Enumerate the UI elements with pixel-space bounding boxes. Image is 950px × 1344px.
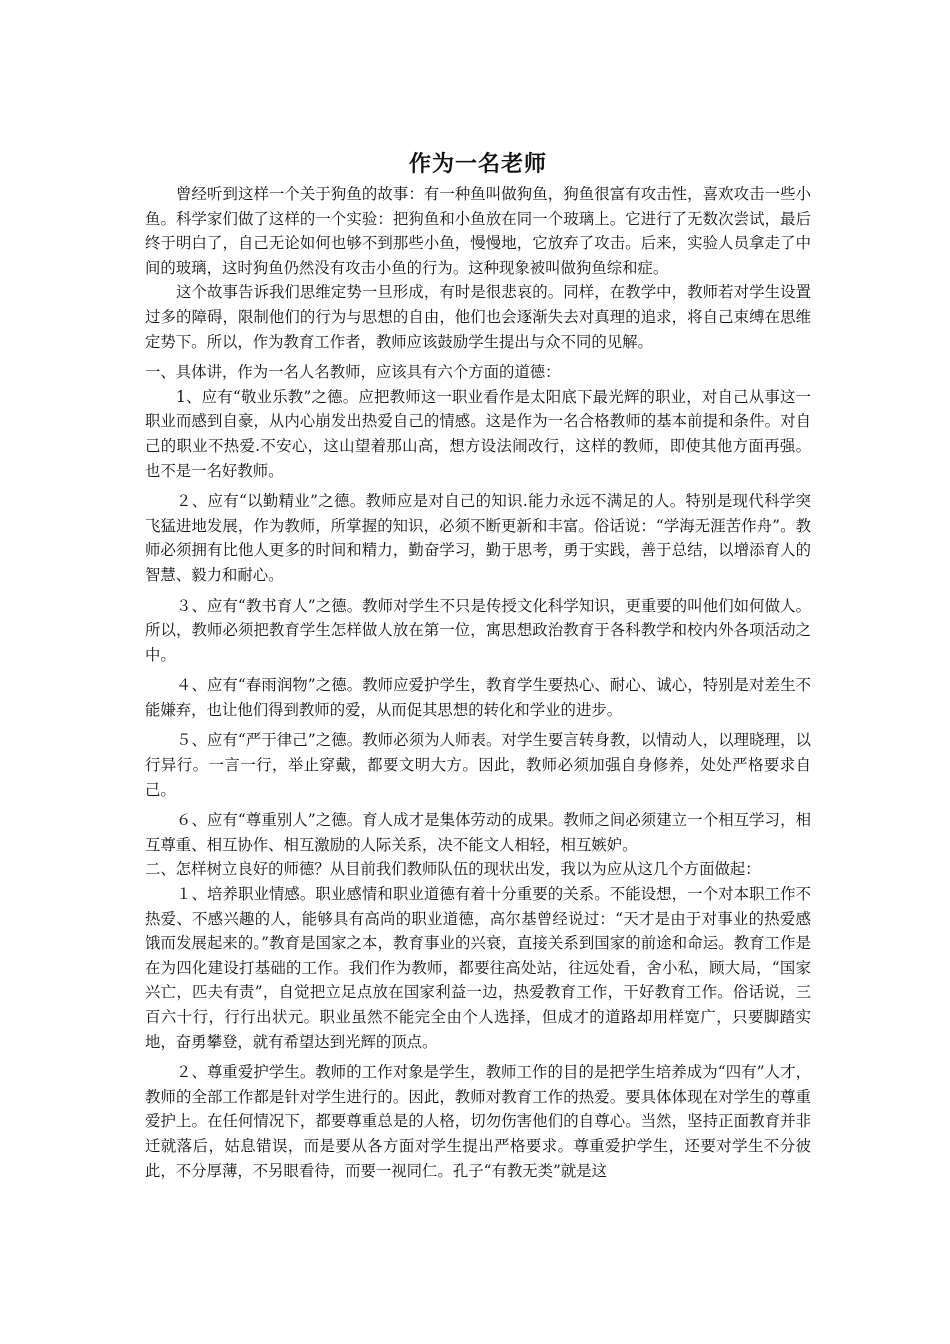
paragraph-lesson: 这个故事告诉我们思维定势一旦形成，有时是很悲哀的。同样，在教学中，教师若对学生设置过多的障碍，限制他们的行为与思想的自由，他们也会逐渐失去对真理的追求，将自己束缚在思维定势下。所以，作为教育工作者，教师应该鼓励学生提出与众不同的见解。: [145, 283, 811, 351]
section-heading-one: 一、具体讲，作为一名人名教师，应该具有六个方面的道德：: [145, 363, 561, 382]
paragraph-story: 曾经听到这样一个关于狗鱼的故事：有一种鱼叫做狗鱼，狗鱼很富有攻击性，喜欢攻击一些小鱼。科学家们做了这样的一个实验：把狗鱼和小鱼放在同一个玻璃上。它进行了无数次尝试，最后终于明白了，自己无论如何也够不到那些小鱼，慢慢地，它放弃了攻击。后来，实验人员拿走了中间的玻璃，这时狗鱼仍然没有攻击小鱼的行为。这种现象被叫做狗鱼综和症。: [145, 185, 811, 277]
document-title: 作为一名老师: [408, 152, 547, 177]
paragraph-method-2: ２、尊重爱护学生。教师的工作对象是学生，教师工作的目的是把学生培养成为“四有”人才，教师的全部工作都是针对学生进行的。因此，教师对教育工作的热爱。要具体体现在对学生的尊重爱护上。在任何情况下，都要尊重总是的人格，切勿伤害他们的自尊心。当然，坚持正面教育并非迁就落后，姑息错误，而是要从各方面对学生提出严格要求。尊重爱护学生，还要对学生不分彼此，不分厚薄，不另眼看待，而要一视同仁。孔子“有教无类”就是这: [145, 1063, 811, 1180]
document-page: [145, 150, 811, 1183]
paragraph-virtue-5: ５、应有“严于律己”之德。教师必须为人师表。对学生要言转身教，以情动人，以理晓理，以行异行。一言一行，举止穿戴，都要文明大方。因此，教师必须加强自身修养，处处严格要求自己。: [145, 731, 811, 799]
paragraph-virtue-4: ４、应有“春雨润物”之德。教师应爱护学生，教育学生要热心、耐心、诚心，特别是对差生不能嫌弃，也让他们得到教师的爱，从而促其思想的转化和学业的进步。: [145, 676, 811, 719]
paragraph-method-1: １、培养职业情感。职业感情和职业道德有着十分重要的关系。不能设想，一个对本职工作不热爱、不感兴趣的人，能够具有高尚的职业道德，高尔基曾经说过：“天才是由于对事业的热爱感饿而发展起来的。”教育是国家之本，教育事业的兴衰，直接关系到国家的前途和命运。教育工作是在为四化建设打基础的工作。我们作为教师，都要往高处站，往远处看，舍小私，顾大局，“国家兴亡，匹夫有责”，自觉把立足点放在国家利益一边，热爱教育工作，干好教育工作。俗话说，三百六十行，行行出状元。职业虽然不能完全由个人选择，但成才的道路却用样宽广，只要脚踏实地，奋勇攀登，就有希望达到光辉的顶点。: [145, 885, 811, 1051]
paragraph-virtue-3: ３、应有“教书育人”之德。教师对学生不只是传授文化科学知识，更重要的叫他们如何做人。所以，教师必须把教育学生怎样做人放在第一位，寓思想政治教育于各科教学和校内外各项活动之中。: [145, 596, 811, 664]
paragraph-virtue-2: ２、应有“以勤精业”之德。教师应是对自己的知识.能力永远不满足的人。特别是现代科学突飞猛进地发展，作为教师，所掌握的知识，必须不断更新和丰富。俗话说：“学海无涯苦作舟”。教师必须拥有比他人更多的时间和精力，勤奋学习，勤于思考，勇于实践，善于总结，以增添育人的智慧、毅力和耐心。: [145, 492, 811, 584]
section-heading-two: 二、怎样树立良好的师德？从目前我们教师队伍的现状出发，我以为应从这几个方面做起：: [145, 860, 761, 879]
paragraph-virtue-1: 1、应有“敬业乐教”之德。应把教师这一职业看作是太阳底下最光辉的职业，对自己从事这一职业而感到自豪，从内心崩发出热爱自己的情感。这是作为一名合格教师的基本前提和条件。对自己的职业不热爱.不安心，这山望着那山高，想方设法闹改行，这样的教师，即使其他方面再强。也不是一名好教师。: [145, 387, 811, 480]
paragraph-virtue-6: ６、应有“尊重别人”之德。育人成才是集体劳动的成果。教师之间必须建立一个相互学习，相互尊重、相互协作、相互激励的人际关系，决不能文人相轻，相互嫉妒。: [145, 811, 811, 854]
